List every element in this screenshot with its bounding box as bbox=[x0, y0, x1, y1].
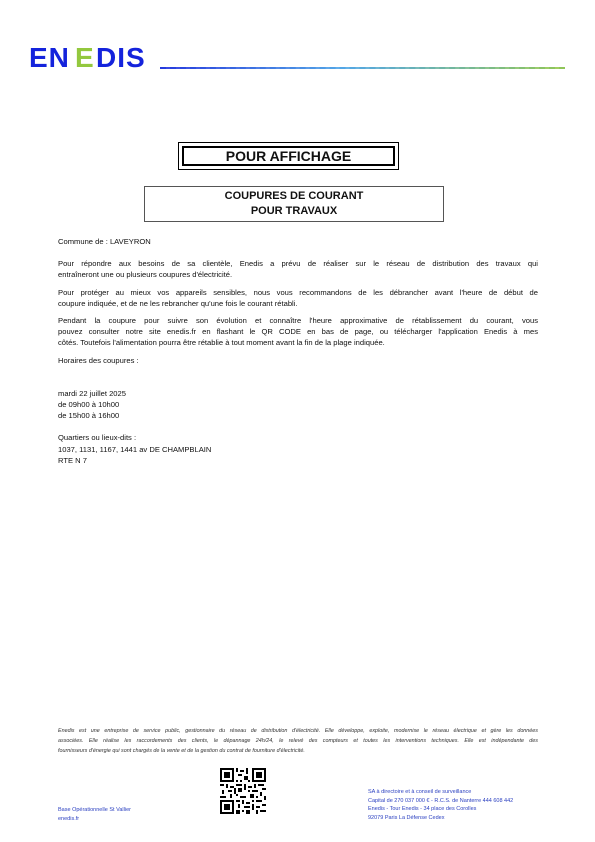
commune-label: Commune de : bbox=[58, 237, 108, 246]
notice-content bbox=[58, 236, 538, 466]
footer-right bbox=[368, 788, 513, 822]
paragraph-1-line-1: Pour répondre aux besoins de sa clientèle, Enedis a prévu de réaliser sur le réseau de distribution des travaux qui bbox=[58, 259, 538, 269]
footer-company-line: 92079 Paris La Défense Cedex bbox=[368, 814, 445, 821]
paragraph-1 bbox=[58, 258, 538, 280]
locations-heading: Quartiers ou lieux-dits : bbox=[58, 433, 137, 443]
commune-line bbox=[58, 236, 538, 247]
schedule-date: mardi 22 juillet 2025 bbox=[58, 388, 126, 398]
schedule-heading: Horaires des coupures : bbox=[58, 355, 139, 365]
notice-title: POUR AFFICHAGE bbox=[182, 146, 395, 166]
footer-company-line: SA à directoire et à conseil de surveillance bbox=[368, 789, 472, 795]
title-line-1: COUPURES DE COURANT bbox=[224, 190, 364, 202]
schedule-slot: de 15h00 à 16h00 bbox=[58, 411, 120, 421]
enedis-logo bbox=[29, 44, 155, 70]
title-line-2: POUR TRAVAUX bbox=[250, 205, 338, 217]
schedule-slot: de 09h00 à 10h00 bbox=[58, 400, 120, 410]
paragraph-2-line-1: Pour protéger au mieux vos appareils sensibles, nous vous recommandons de les débrancher avant l'heure de début de bbox=[58, 287, 538, 297]
legal-line-2: associées. Elle réalise les raccordements des clients, le dépannage 24h/24, le relevé des compteurs et toutes les interventions techniques. Elle est indépendante des bbox=[58, 738, 538, 744]
paragraph-2 bbox=[58, 287, 538, 309]
paragraph-3-line-1: Pendant la coupure pour suivre son évolution et connaître l'heure approximative de rétablissement du courant, vous bbox=[58, 316, 538, 326]
location-item: RTE N 7 bbox=[58, 455, 87, 465]
paragraph-2-line-2: coupure indiquée, et de ne les rebrancher qu'une fois le courant rétabli. bbox=[58, 298, 298, 308]
legal-notice bbox=[58, 726, 538, 756]
paragraph-1-line-2: entraîneront une ou plusieurs coupures d'électricité. bbox=[58, 270, 233, 280]
footer-company-line: Enedis - Tour Enedis - 34 place des Corolles bbox=[368, 806, 477, 812]
legal-line-3: fournisseurs d'énergie qui sont chargés de la vente et de la gestion du contrat de fourniture d'électricité. bbox=[58, 748, 305, 754]
notice-box bbox=[178, 142, 399, 170]
footer-base: Base Opérationnelle St Vallier bbox=[58, 807, 131, 813]
paragraph-3 bbox=[58, 315, 538, 349]
paragraph-3-line-3: côtés. Toutefois l'alimentation pourra être rétablie à tout moment avant la fin de la plage indiquée. bbox=[58, 338, 385, 348]
legal-line-1: Enedis est une entreprise de service public, gestionnaire du réseau de distribution d'électricité. Elle développe, exploite, modernise le réseau électrique et gère les données bbox=[58, 728, 538, 734]
footer-website-link[interactable]: enedis.fr bbox=[58, 816, 80, 822]
svg-text:DIS: DIS bbox=[96, 44, 146, 70]
svg-text:E: E bbox=[75, 44, 94, 70]
commune-value: LAVEYRON bbox=[109, 237, 151, 246]
location-item: 1037, 1131, 1167, 1441 av DE CHAMPBLAIN bbox=[58, 444, 212, 454]
title-box bbox=[144, 186, 444, 222]
qr-code-icon bbox=[220, 768, 266, 814]
paragraph-3-line-2: pouvez consulter notre site enedis.fr en flashant le QR CODE en bas de page, ou télécharger l'application Enedis à mes bbox=[58, 327, 538, 337]
footer-left bbox=[58, 806, 131, 824]
svg-text:EN: EN bbox=[29, 44, 70, 70]
qr-code[interactable] bbox=[220, 768, 266, 814]
header-divider bbox=[160, 67, 565, 69]
footer-company-line: Capital de 270 037 000 € - R.C.S. de Nanterre 444 608 442 bbox=[368, 797, 514, 804]
